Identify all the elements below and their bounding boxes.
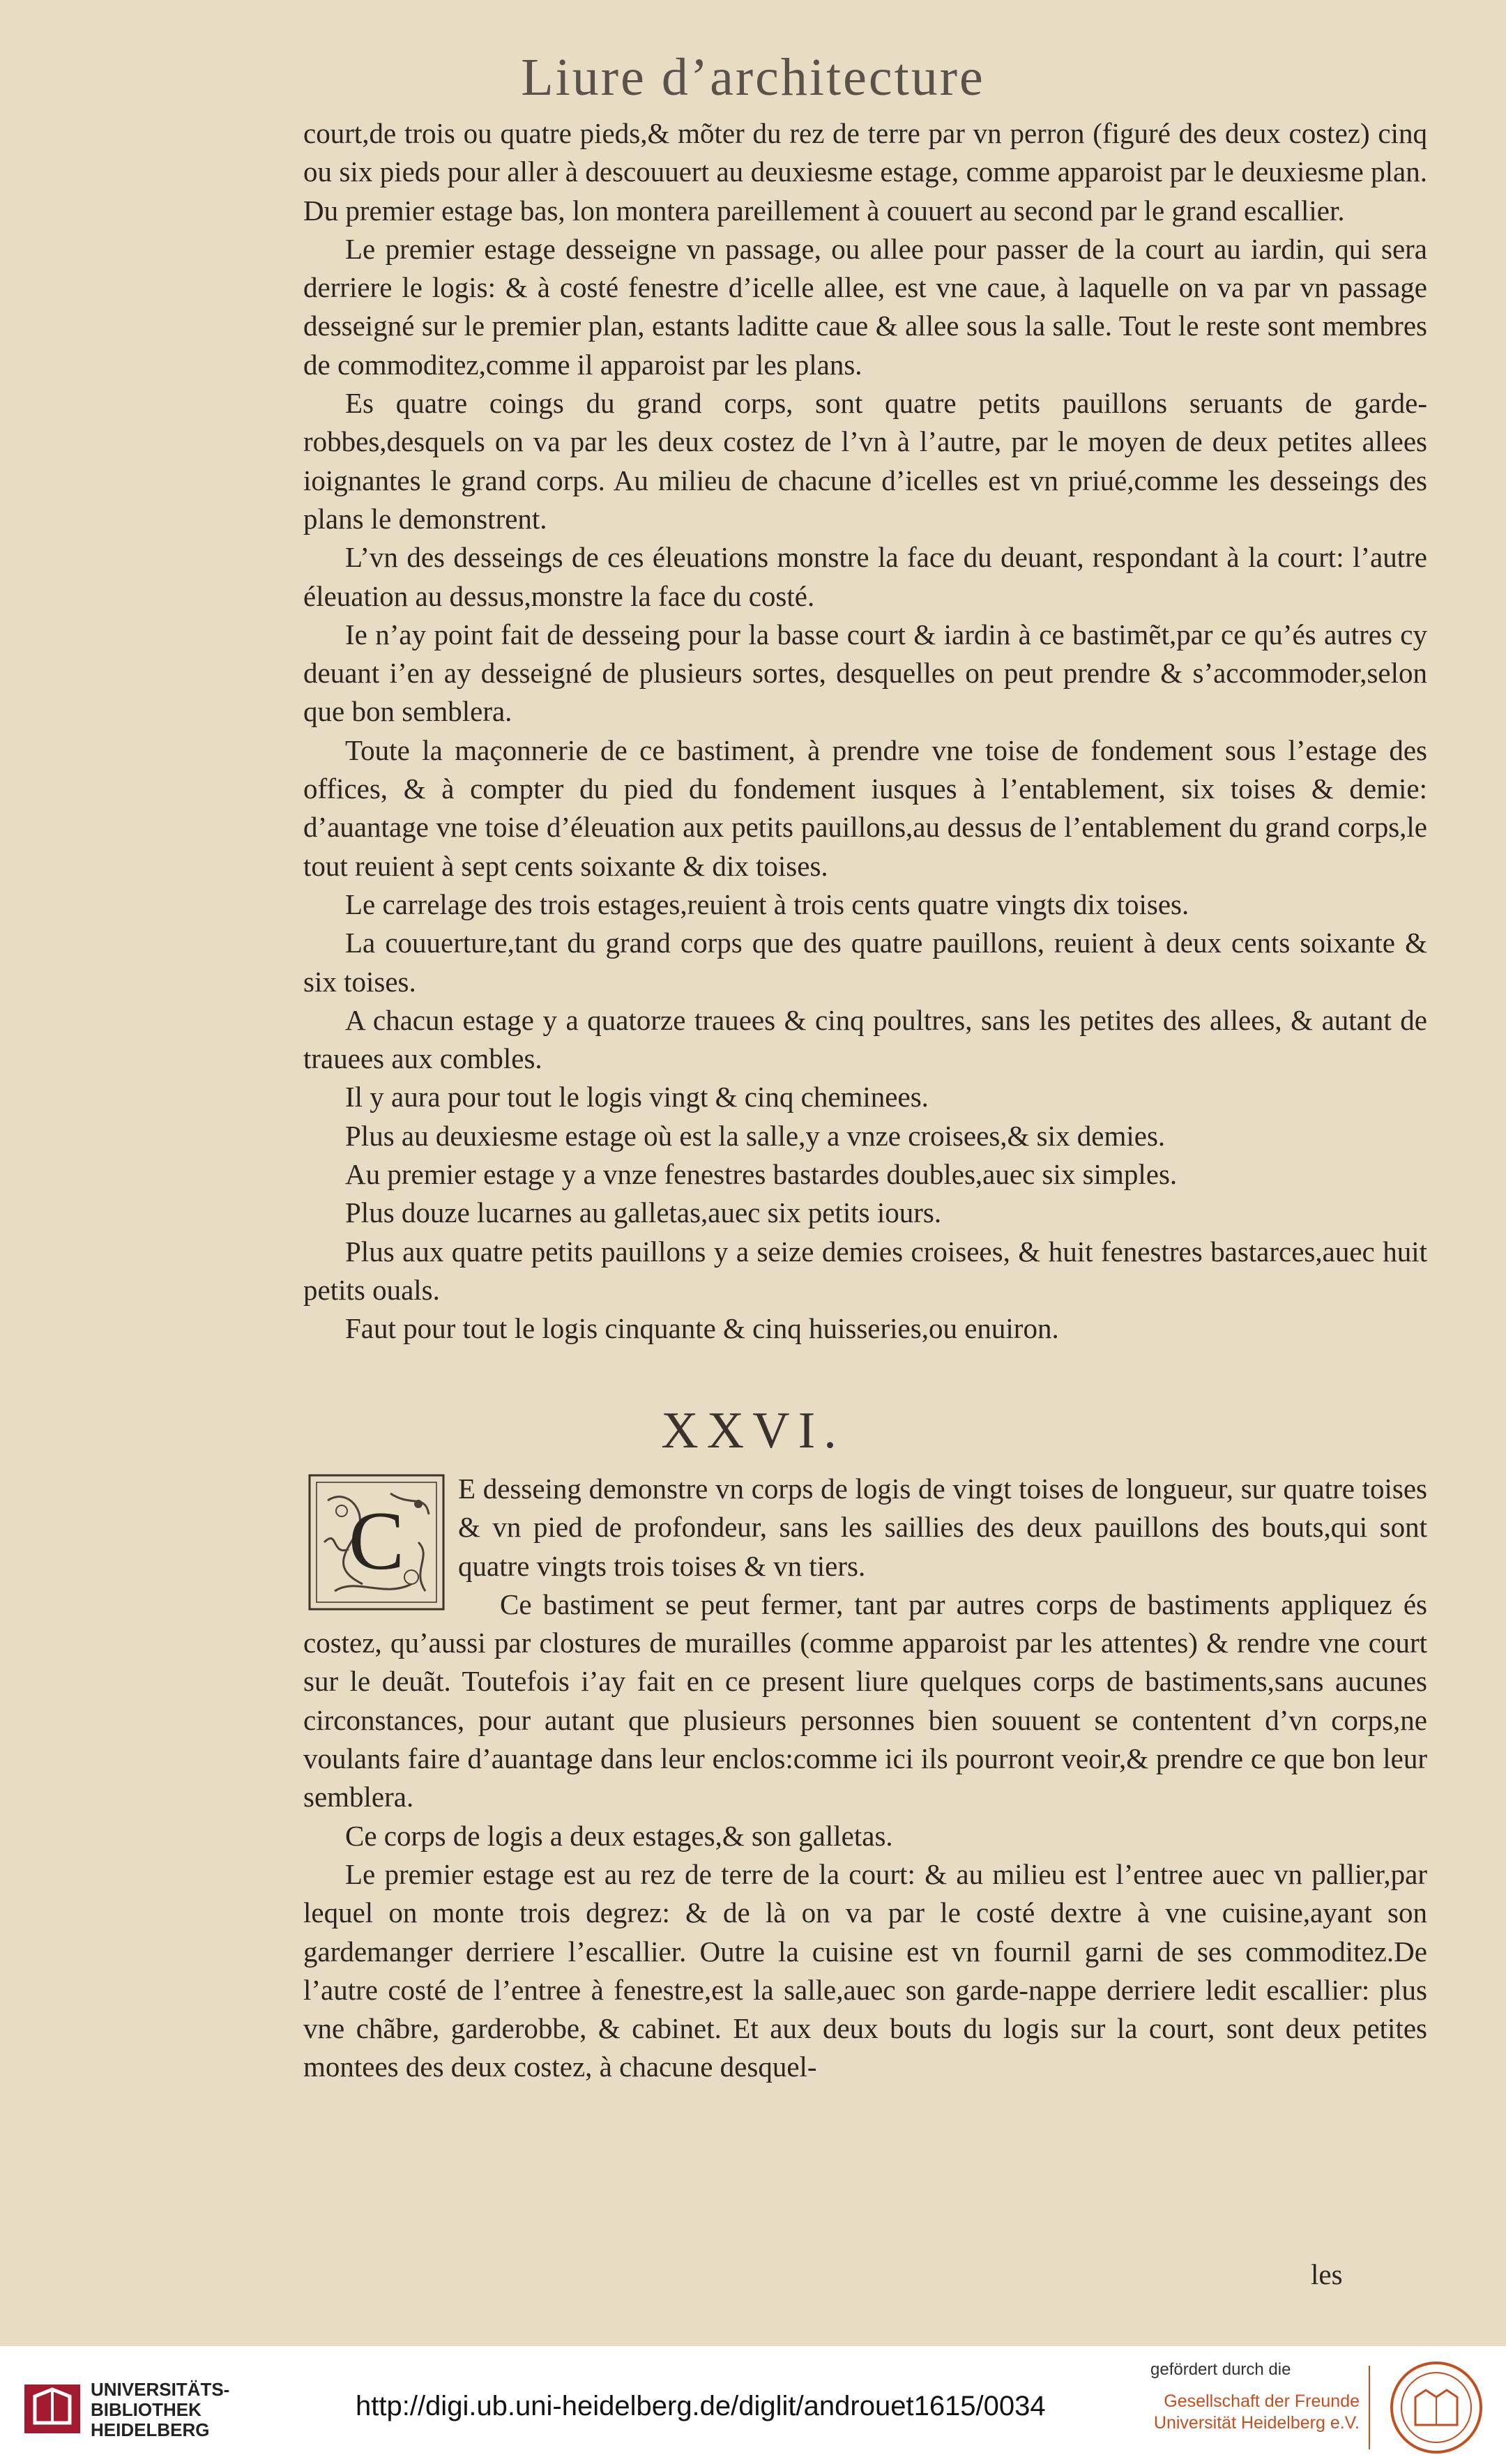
footer-divider bbox=[1369, 2366, 1370, 2449]
sponsor-name[interactable]: Gesellschaft der Freunde Universität Heidelberg e.V. bbox=[1153, 2391, 1360, 2433]
paragraph: L’vn des desseings de ces éleuations monstre la face du deuant, respondant à la court: l’autre éleuation au dessus,monstre la face du costé. bbox=[303, 541, 1427, 612]
permalink-url[interactable]: http://digi.ub.uni-heidelberg.de/diglit/androuet1615/0034 bbox=[356, 2391, 1046, 2421]
paragraph: Le premier estage est au rez de terre de la court: & au milieu est l’entree auec vn pallier,par lequel on monte trois degrez: & de là on va par le costé dextre à vne cuisine,ayant son gardemanger derriere l’escallier. Outre la cuisine est vn fournil garni de ses commoditez.De l’autre costé de l’entree à fenestre,est la salle,auec son garde-nappe derriere ledit escallier: plus vne chãbre, garderobbe, & cabinet. Et aux deux bouts du logis sur la court, sont deux petites montees des deux costez, à chacune desquel- bbox=[303, 1857, 1427, 2083]
paragraph: Ce corps de logis a deux estages,& son galletas. bbox=[345, 1819, 893, 1852]
text-block-upper bbox=[303, 114, 1427, 1348]
digitization-footer bbox=[0, 2346, 1506, 2464]
catchword: les bbox=[1311, 2258, 1343, 2290]
paragraph: Plus aux quatre petits pauillons y a seize demies croisees, & huit fenestres bastarces,auec huit petits ouals. bbox=[303, 1235, 1427, 1306]
university-seal-icon bbox=[1387, 2359, 1485, 2456]
paragraph: A chacun estage y a quatorze trauees & cinq poultres, sans les petites des allees, & autant de trauees aux combles. bbox=[303, 1003, 1427, 1075]
library-logo-icon[interactable] bbox=[21, 2381, 84, 2437]
paragraph: court,de trois ou quatre pieds,& mõter du rez de terre par vn perron (figuré des deux costez) cinq ou six pieds pour aller à descouuert au deuxiesme estage, comme apparoist par le deuxiesme plan. Du premier estage bas, lon montera pareillement à couuert au second par le grand escallier. bbox=[303, 117, 1427, 227]
paragraph: Faut pour tout le logis cinquante & cinq huisseries,ou enuiron. bbox=[345, 1312, 1059, 1345]
text-block-lower bbox=[303, 1470, 1427, 2087]
paragraph: Es quatre coings du grand corps, sont quatre petits pauillons seruants de garde-robbes,desquels on va par les deux costez de l’vn à l’autre, par le moyen de deux petites allees ioignantes le grand corps. Au milieu de chacune d’icelles est vn priué,comme les desseings des plans le demonstrent. bbox=[303, 387, 1427, 535]
paragraph: La couuerture,tant du grand corps que des quatre pauillons, reuient à deux cents soixante & six toises. bbox=[303, 927, 1427, 998]
paragraph: Plus douze lucarnes au galletas,auec six petits iours. bbox=[345, 1196, 942, 1229]
paragraph: Au premier estage y a vnze fenestres bastardes doubles,auec six simples. bbox=[345, 1158, 1178, 1191]
paragraph: Ie n’ay point fait de desseing pour la basse court & iardin à ce bastimẽt,par ce qu’és autres cy deuant i’en ay desseigné de plusieurs sortes, desquelles on peut prendre & s’accommoder,selon que bon semblera. bbox=[303, 618, 1427, 728]
paragraph: Toute la maçonnerie de ce bastiment, à prendre vne toise de fondement sous l’estage des offices, & à compter du pied du fondement iusques à l’entablement, six toises & demie: d’auantage vne toise d’éleuation aux petits pauillons,au dessus de l’entablement du grand corps,le tout reuient à sept cents soixante & dix toises. bbox=[303, 733, 1427, 882]
library-name: UNIVERSITÄTS- BIBLIOTHEK HEIDELBERG bbox=[91, 2379, 230, 2440]
running-head: Liure d’architecture bbox=[521, 48, 985, 107]
paragraph: Le carrelage des trois estages,reuient à trois cents quatre vingts dix toises. bbox=[345, 888, 1189, 920]
paragraph: Ce bastiment se peut fermer, tant par autres corps de bastiments appliquez és costez, qu’aussi par clostures de murailles (comme apparoist par les attentes) & rendre vne court sur le deuãt. Toutefois i’ay fait en ce present liure quelques corps de bastiments,sans aucunes circonstances, pour autant que plusieurs personnes bien souuent se contentent d’vn corps,ne voulants faire d’auantage dans leur enclos:comme ici ils pourront veoir,& prendre ce que bon leur semblera. bbox=[303, 1588, 1427, 1813]
drop-cap-letter: C bbox=[348, 1494, 405, 1587]
paragraph: Il y aura pour tout le logis vingt & cinq cheminees. bbox=[345, 1081, 929, 1113]
paragraph: E desseing demonstre vn corps de logis de vingt toises de longueur, sur quatre toises & vn pied de profondeur, sans les saillies des deux pauillons des bouts,qui sont quatre vingts trois toises & vn tiers. bbox=[458, 1473, 1427, 1582]
sponsor-label: gefördert durch die bbox=[1150, 2360, 1291, 2379]
paragraph: Plus au deuxiesme estage où est la salle,y a vnze croisees,& six demies. bbox=[345, 1119, 1166, 1152]
paragraph: Le premier estage desseigne vn passage, ou allee pour passer de la court au iardin, qui sera derriere le logis: & à costé fenestre d’icelle allee, est vne caue, à laquelle on va par vn passage desseigné sur le premier plan, estants laditte caue & allee sous la salle. Tout le reste sont membres de commoditez,comme il apparoist par les plans. bbox=[303, 232, 1427, 381]
chapter-heading: XXVI. bbox=[661, 1402, 845, 1459]
